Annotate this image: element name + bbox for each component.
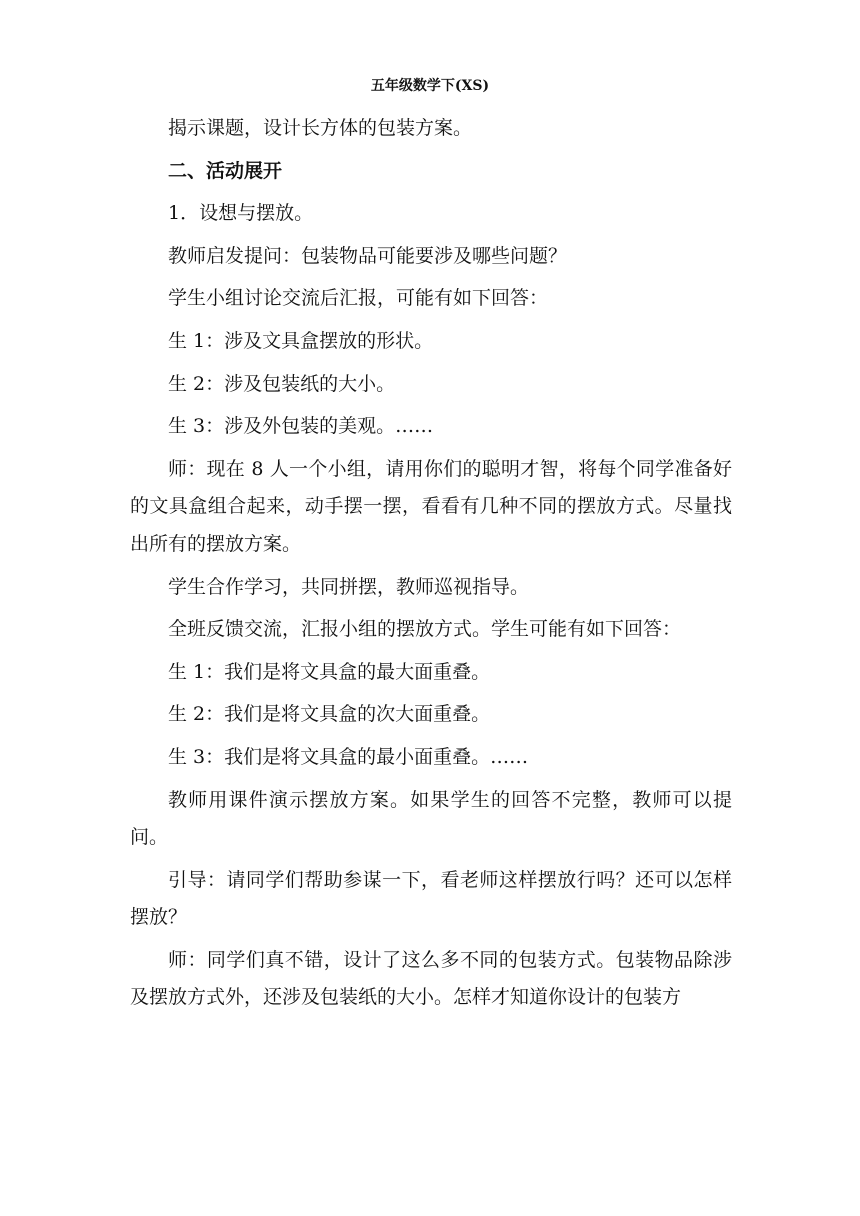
paragraph: 教师启发提问：包装物品可能要涉及哪些问题？ [168, 244, 568, 267]
student-answer: 生 1：涉及文具盒摆放的形状。 [168, 329, 434, 352]
paragraph: 学生小组讨论交流后汇报，可能有如下回答： [168, 287, 549, 310]
paragraph: 学生合作学习，共同拼摆，教师巡视指导。 [168, 575, 530, 598]
paragraph: 全班反馈交流，汇报小组的摆放方式。学生可能有如下回答： [168, 618, 682, 641]
paragraph: 引导：请同学们帮助参谋一下，看老师这样摆放行吗？还可以怎样摆放？ [130, 868, 732, 929]
paragraph-intro: 揭示课题，设计长方体的包装方案。 [168, 117, 473, 139]
page-header: 五年级数学下(XS) [370, 78, 490, 94]
paragraph: 教师用课件演示摆放方案。如果学生的回答不完整，教师可以提问。 [130, 788, 732, 849]
subsection-heading: 1．设想与摆放。 [168, 202, 314, 225]
student-answer: 生 1：我们是将文具盒的最大面重叠。 [168, 660, 491, 683]
document-body [130, 110, 732, 1022]
student-answer: 生 3：涉及外包装的美观。…… [168, 415, 434, 438]
section-heading: 二、活动展开 [168, 159, 283, 182]
paragraph: 师：同学们真不错，设计了这么多不同的包装方式。包装物品除涉及摆放方式外，还涉及包装纸的大小。怎样才知道你设计的包装方 [130, 948, 732, 1009]
student-answer: 生 2：我们是将文具盒的次大面重叠。 [168, 703, 491, 726]
student-answer: 生 2：涉及包装纸的大小。 [168, 372, 396, 395]
student-answer: 生 3：我们是将文具盒的最小面重叠。…… [168, 745, 529, 768]
paragraph: 师：现在 8 人一个小组，请用你们的聪明才智，将每个同学准备好的文具盒组合起来，动手摆一摆，看看有几种不同的摆放方式。尽量找出所有的摆放方案。 [130, 457, 732, 555]
